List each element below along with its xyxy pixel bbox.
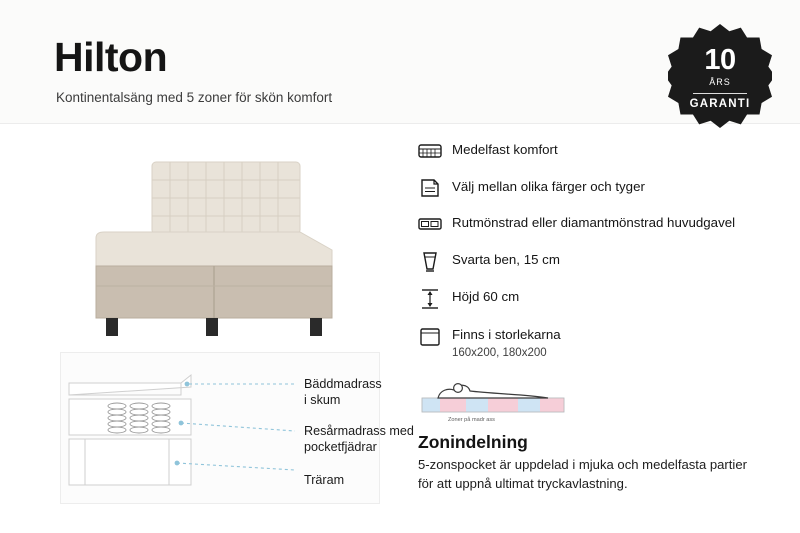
badge-divider — [693, 93, 747, 94]
layer-label-frame: Träram — [304, 473, 345, 487]
feature-item — [418, 140, 778, 162]
feature-item — [418, 287, 778, 310]
feature-label: Medelfast komfort — [452, 142, 558, 157]
guarantee-years-unit: ÅRS — [709, 76, 731, 87]
feature-label: Höjd 60 cm — [452, 289, 520, 304]
layer-label-spring — [304, 423, 414, 456]
height-arrow-icon — [418, 287, 452, 310]
header — [0, 0, 800, 124]
guarantee-label: GARANTI — [689, 97, 751, 110]
layer-label-spring-line2: pocketfjädrar — [304, 440, 377, 455]
feature-label — [452, 325, 561, 362]
layer-label-spring-line1: Resårmadrass med — [304, 424, 414, 438]
feature-label: Välj mellan olika färger och tyger — [452, 178, 645, 194]
page-title: Hilton — [54, 34, 168, 80]
size-square-icon — [418, 325, 452, 348]
bed-leg-right — [310, 318, 322, 336]
feature-item — [418, 325, 778, 362]
zone-section-description: 5-zonspocket är uppdelad i mjuka och medelfasta partier för att uppnå ultimat tryckavlastning. — [418, 457, 747, 491]
bed-illustration — [60, 146, 360, 336]
headboard-icon — [418, 213, 452, 234]
guarantee-badge — [668, 24, 772, 128]
feature-item — [418, 250, 778, 273]
zone-caption: Zoner på madr ass — [448, 417, 495, 423]
zone-illustration — [418, 368, 568, 430]
page-subtitle: Kontinentalsäng med 5 zoner för skön komfort — [56, 90, 333, 105]
headboard-graphic — [152, 162, 300, 234]
feature-sizes: 160x200, 180x200 — [452, 347, 547, 360]
feature-label: Svarta ben, 15 cm — [452, 251, 560, 267]
layer-label-foam-line1: Bäddmadrass — [304, 377, 382, 391]
feature-item — [418, 177, 778, 199]
feature-list — [418, 140, 778, 376]
feature-label-main: Finns i storlekarna — [452, 326, 561, 342]
guarantee-years-number: 10 — [704, 43, 736, 76]
guarantee-badge-content — [668, 24, 772, 128]
feature-item — [418, 213, 778, 235]
bed-leg-left — [106, 318, 118, 336]
fabric-swatch-icon — [418, 177, 452, 198]
feature-label: Rutmönstrad eller diamantmönstrad huvudgavel — [452, 215, 736, 230]
zone-section-title: Zonindelning — [418, 432, 528, 452]
layer-label-foam — [304, 376, 382, 409]
layer-label-foam-line2: i skum — [304, 393, 341, 408]
bed-leg-mid — [206, 318, 218, 336]
mattress-firmness-icon — [418, 140, 452, 161]
bed-leg-icon — [418, 250, 452, 273]
